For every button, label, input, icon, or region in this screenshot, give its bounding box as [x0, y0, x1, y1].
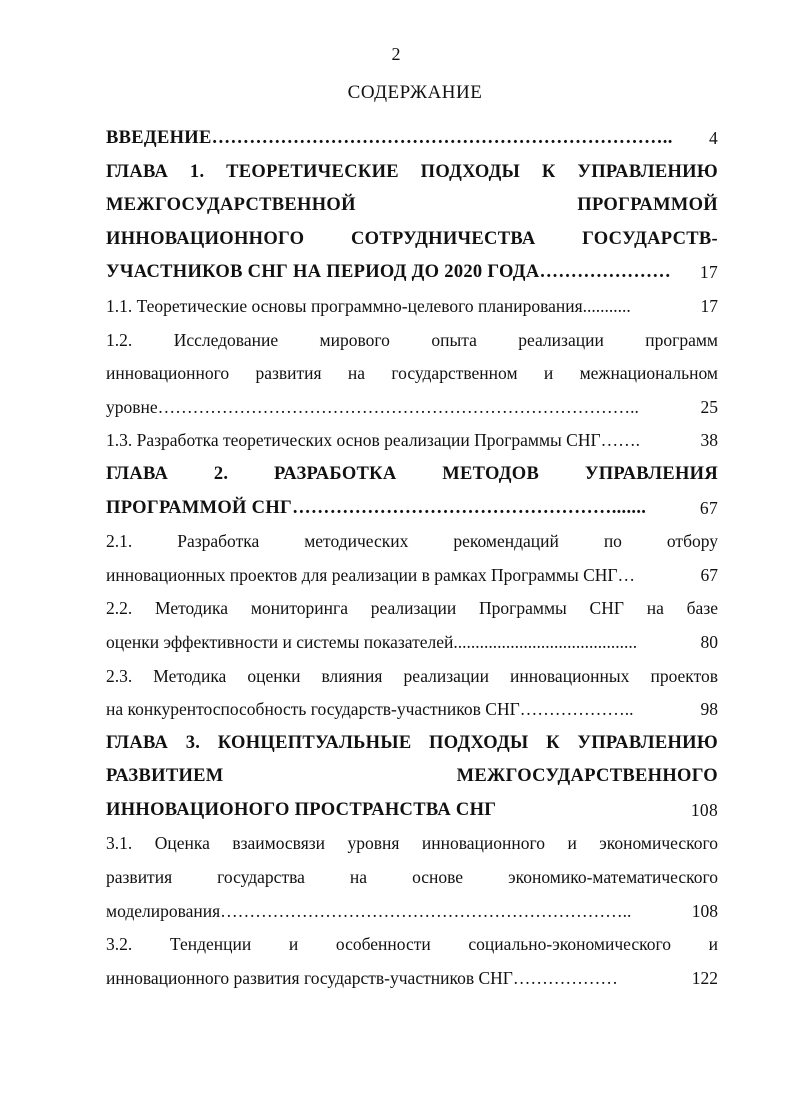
toc-entry-text	[106, 559, 674, 593]
toc-entry-label: 1.1. Теоретические основы программно-целевого планирования	[106, 295, 583, 316]
toc-entry-text	[106, 592, 718, 626]
toc-entry-label: ГЛАВА 3. КОНЦЕПТУАЛЬНЫЕ ПОДХОДЫ К УПРАВЛЕНИЮ	[106, 732, 718, 753]
toc-entry-text	[106, 525, 718, 559]
toc-entry-page: 67	[699, 497, 718, 518]
toc-entry-page: 17	[699, 262, 718, 283]
toc-entry-leader: …………………………………………….......	[292, 497, 647, 518]
toc-entry-text	[106, 895, 674, 929]
toc-entry-text	[106, 122, 674, 156]
toc-entry-text	[106, 928, 718, 962]
toc-entry-label: моделирования	[106, 900, 221, 921]
toc-entry	[106, 962, 718, 996]
toc-entry-text	[106, 324, 718, 358]
toc-entry-page: 17	[700, 295, 718, 316]
toc-entry-text	[106, 424, 674, 458]
toc-entry-text	[106, 727, 718, 761]
toc-entry-leader: ..........................................	[453, 631, 638, 652]
toc-entry	[106, 290, 718, 324]
toc-entry	[106, 861, 718, 895]
toc-entry	[106, 559, 718, 593]
toc-entry-text	[106, 357, 718, 391]
toc-entry-label: УЧАСТНИКОВ СНГ НА ПЕРИОД ДО 2020 ГОДА	[106, 262, 540, 283]
toc-entry	[106, 525, 718, 559]
toc-entry	[106, 660, 718, 694]
toc-entry-text	[106, 223, 718, 257]
page-number: 2	[391, 44, 401, 64]
toc-entry	[106, 492, 718, 526]
toc-entry	[106, 223, 718, 257]
toc-entry-page: 38	[700, 430, 718, 451]
toc-entry-label: 3.2. Тенденции и особенности социально-экономического и	[106, 934, 718, 955]
toc-title: СОДЕРЖАНИЕ	[347, 82, 483, 103]
toc-entry	[106, 357, 718, 391]
toc-entry-label: развития государства на основе экономико-математического	[106, 867, 718, 888]
toc-entry-leader: ………………..	[519, 699, 634, 720]
toc-entry-label: ПРОГРАММОЙ СНГ	[106, 497, 293, 518]
toc-entry	[106, 693, 718, 727]
toc-entry-label: МЕЖГОСУДАРСТВЕННОЙ ПРОГРАММОЙ	[106, 195, 718, 216]
toc-entry-text	[106, 693, 674, 727]
toc-entry	[106, 794, 718, 828]
toc-entry-label: ИННОВАЦИОНОГО ПРОСТРАНСТВА СНГ	[106, 799, 497, 820]
toc-entry	[106, 256, 718, 290]
toc-entry-leader: ……………………………………………………………..	[220, 900, 632, 921]
toc-entry-label: РАЗВИТИЕМ МЕЖГОСУДАРСТВЕННОГО	[106, 766, 718, 787]
toc-entry	[106, 391, 718, 425]
toc-entry	[106, 122, 718, 156]
toc-entry-label: 2.2. Методика мониторинга реализации Программы СНГ на базе	[106, 598, 718, 619]
toc-entry-text	[106, 827, 718, 861]
toc-entry-text	[106, 660, 718, 694]
toc-entry-page: 67	[700, 564, 718, 585]
toc-entry-label: 2.1. Разработка методических рекомендаций по отбору	[106, 531, 718, 552]
toc-entry	[106, 727, 718, 761]
toc-entry-page: 98	[700, 699, 718, 720]
toc-entry-text	[106, 794, 674, 828]
toc-entry-leader: ………………	[512, 967, 618, 988]
toc-entry-page: 25	[700, 396, 718, 417]
toc-entry	[106, 626, 718, 660]
toc-entry-text	[106, 626, 674, 660]
toc-entry-label: на конкурентоспособность государств-участников СНГ	[106, 699, 520, 720]
toc-entry	[106, 928, 718, 962]
toc-entry-label: инновационных проектов для реализации в рамках Программы СНГ	[106, 564, 618, 585]
toc-entry-label: инновационного развития государств-участников СНГ	[106, 967, 513, 988]
toc-entry	[106, 895, 718, 929]
toc-entry-page: 108	[690, 799, 718, 820]
toc-entry-label: 3.1. Оценка взаимосвязи уровня инновационного и экономического	[106, 833, 718, 854]
toc-entry-text	[106, 391, 674, 425]
toc-entry-text	[106, 458, 718, 492]
toc-entry	[106, 827, 718, 861]
toc-entry	[106, 324, 718, 358]
toc-entry-text	[106, 861, 718, 895]
toc-entry-text	[106, 256, 674, 290]
toc-entry-page: 80	[700, 631, 718, 652]
toc-entry-label: уровне	[106, 396, 158, 417]
toc-entry-leader: ………………………………………………………………..	[211, 128, 673, 148]
toc-entry-text	[106, 156, 718, 190]
toc-entry-text	[106, 290, 674, 324]
toc-entry	[106, 592, 718, 626]
toc-entry-label: ГЛАВА 2. РАЗРАБОТКА МЕТОДОВ УПРАВЛЕНИЯ	[106, 463, 718, 484]
toc-entry-text	[106, 189, 718, 223]
table-of-contents	[106, 122, 718, 995]
toc-entry	[106, 760, 718, 794]
toc-entry-text	[106, 760, 718, 794]
toc-entry-text	[106, 492, 674, 526]
toc-entry-page: 4	[708, 128, 718, 148]
toc-entry-leader: …………………	[539, 262, 672, 283]
toc-entry-label: ВВЕДЕНИЕ	[106, 128, 212, 148]
toc-entry-page: 108	[691, 900, 718, 921]
toc-entry-leader: …	[617, 564, 636, 585]
toc-entry	[106, 156, 718, 190]
toc-entry-leader: ………………………………………………………………………..	[157, 396, 639, 417]
toc-entry-label: инновационного развития на государственном и межнациональном	[106, 363, 718, 384]
toc-entry-text	[106, 962, 674, 996]
toc-entry-label: 2.3. Методика оценки влияния реализации инновационных проектов	[106, 665, 718, 686]
toc-entry-leader: …….	[600, 430, 640, 451]
toc-entry-label: ИННОВАЦИОННОГО СОТРУДНИЧЕСТВА ГОСУДАРСТВ-	[106, 228, 718, 249]
toc-entry-label: 1.2. Исследование мирового опыта реализации программ	[106, 329, 718, 350]
toc-entry-label: ГЛАВА 1. ТЕОРЕТИЧЕСКИЕ ПОДХОДЫ К УПРАВЛЕНИЮ	[106, 161, 718, 182]
toc-entry-leader: ...........	[582, 295, 631, 316]
toc-entry	[106, 189, 718, 223]
toc-entry-label: 1.3. Разработка теоретических основ реализации Программы СНГ	[106, 430, 601, 451]
toc-entry	[106, 458, 718, 492]
toc-entry	[106, 424, 718, 458]
toc-entry-label: оценки эффективности и системы показателей	[106, 631, 454, 652]
toc-entry-page: 122	[691, 967, 718, 988]
